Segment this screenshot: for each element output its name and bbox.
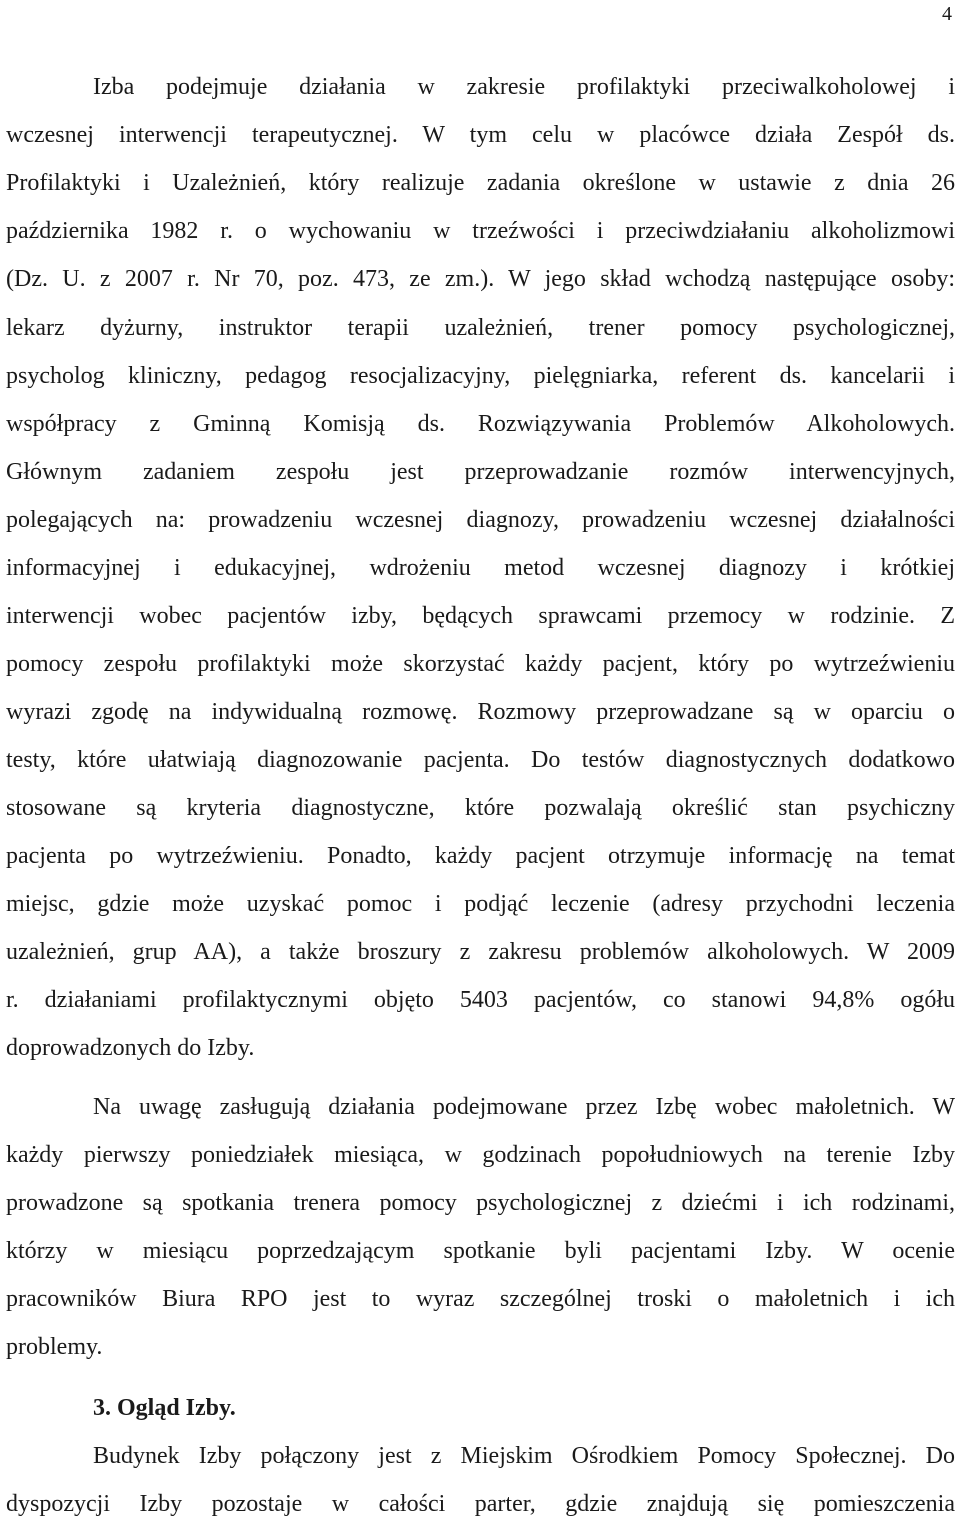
text-line: października 1982 r. o wychowaniu w trzeźwości i przeciwdziałaniu alkoholizmowi bbox=[6, 218, 955, 244]
text-line: pomocy zespołu profilaktyki może skorzystać każdy pacjent, który po wytrzeźwieniu bbox=[6, 651, 955, 677]
text-line: informacyjnej i edukacyjnej, wdrożeniu metod wczesnej diagnozy i krótkiej bbox=[6, 555, 955, 581]
text-line: prowadzone są spotkania trenera pomocy psychologicznej z dziećmi i ich rodzinami, bbox=[6, 1190, 955, 1216]
text-line: Na uwagę zasługują działania podejmowane przez Izbę wobec małoletnich. W bbox=[93, 1094, 955, 1120]
text-line: stosowane są kryteria diagnostyczne, które pozwalają określić stan psychiczny bbox=[6, 795, 955, 821]
text-line: którzy w miesiącu poprzedzającym spotkanie byli pacjentami Izby. W ocenie bbox=[6, 1238, 955, 1264]
text-line: Głównym zadaniem zespołu jest przeprowadzanie rozmów interwencyjnych, bbox=[6, 459, 955, 485]
text-line: r. działaniami profilaktycznymi objęto 5403 pacjentów, co stanowi 94,8% ogółu bbox=[6, 987, 955, 1013]
text-line: dyspozycji Izby pozostaje w całości parter, gdzie znajdują się pomieszczenia bbox=[6, 1491, 955, 1517]
section-heading: 3. Ogląd Izby. bbox=[93, 1395, 236, 1421]
text-line: współpracy z Gminną Komisją ds. Rozwiązywania Problemów Alkoholowych. bbox=[6, 411, 955, 437]
text-line: polegających na: prowadzeniu wczesnej diagnozy, prowadzeniu wczesnej działalności bbox=[6, 507, 955, 533]
text-line: wyrazi zgodę na indywidualną rozmowę. Rozmowy przeprowadzane są w oparciu o bbox=[6, 699, 955, 725]
text-line: (Dz. U. z 2007 r. Nr 70, poz. 473, ze zm.). W jego skład wchodzą następujące osoby: bbox=[6, 266, 955, 292]
text-line: Izba podejmuje działania w zakresie profilaktyki przeciwalkoholowej i bbox=[93, 74, 955, 100]
text-line: doprowadzonych do Izby. bbox=[6, 1035, 255, 1061]
text-line: Budynek Izby połączony jest z Miejskim Ośrodkiem Pomocy Społecznej. Do bbox=[93, 1443, 955, 1469]
text-line: wczesnej interwencji terapeutycznej. W tym celu w placówce działa Zespół ds. bbox=[6, 122, 955, 148]
text-line: lekarz dyżurny, instruktor terapii uzależnień, trener pomocy psychologicznej, bbox=[6, 315, 955, 341]
text-line: pracowników Biura RPO jest to wyraz szczególnej troski o małoletnich i ich bbox=[6, 1286, 955, 1312]
text-line: uzależnień, grup AA), a także broszury z zakresu problemów alkoholowych. W 2009 bbox=[6, 939, 955, 965]
text-line: każdy pierwszy poniedziałek miesiąca, w godzinach popołudniowych na terenie Izby bbox=[6, 1142, 955, 1168]
text-line: Profilaktyki i Uzależnień, który realizuje zadania określone w ustawie z dnia 26 bbox=[6, 170, 955, 196]
page-number: 4 bbox=[942, 3, 952, 25]
text-line: pacjenta po wytrzeźwieniu. Ponadto, każdy pacjent otrzymuje informację na temat bbox=[6, 843, 955, 869]
text-line: testy, które ułatwiają diagnozowanie pacjenta. Do testów diagnostycznych dodatkowo bbox=[6, 747, 955, 773]
text-line: interwencji wobec pacjentów izby, będących sprawcami przemocy w rodzinie. Z bbox=[6, 603, 955, 629]
text-line: problemy. bbox=[6, 1334, 103, 1360]
text-line: psycholog kliniczny, pedagog resocjalizacyjny, pielęgniarka, referent ds. kancelarii i bbox=[6, 363, 955, 389]
text-line: miejsc, gdzie może uzyskać pomoc i podjąć leczenie (adresy przychodni leczenia bbox=[6, 891, 955, 917]
